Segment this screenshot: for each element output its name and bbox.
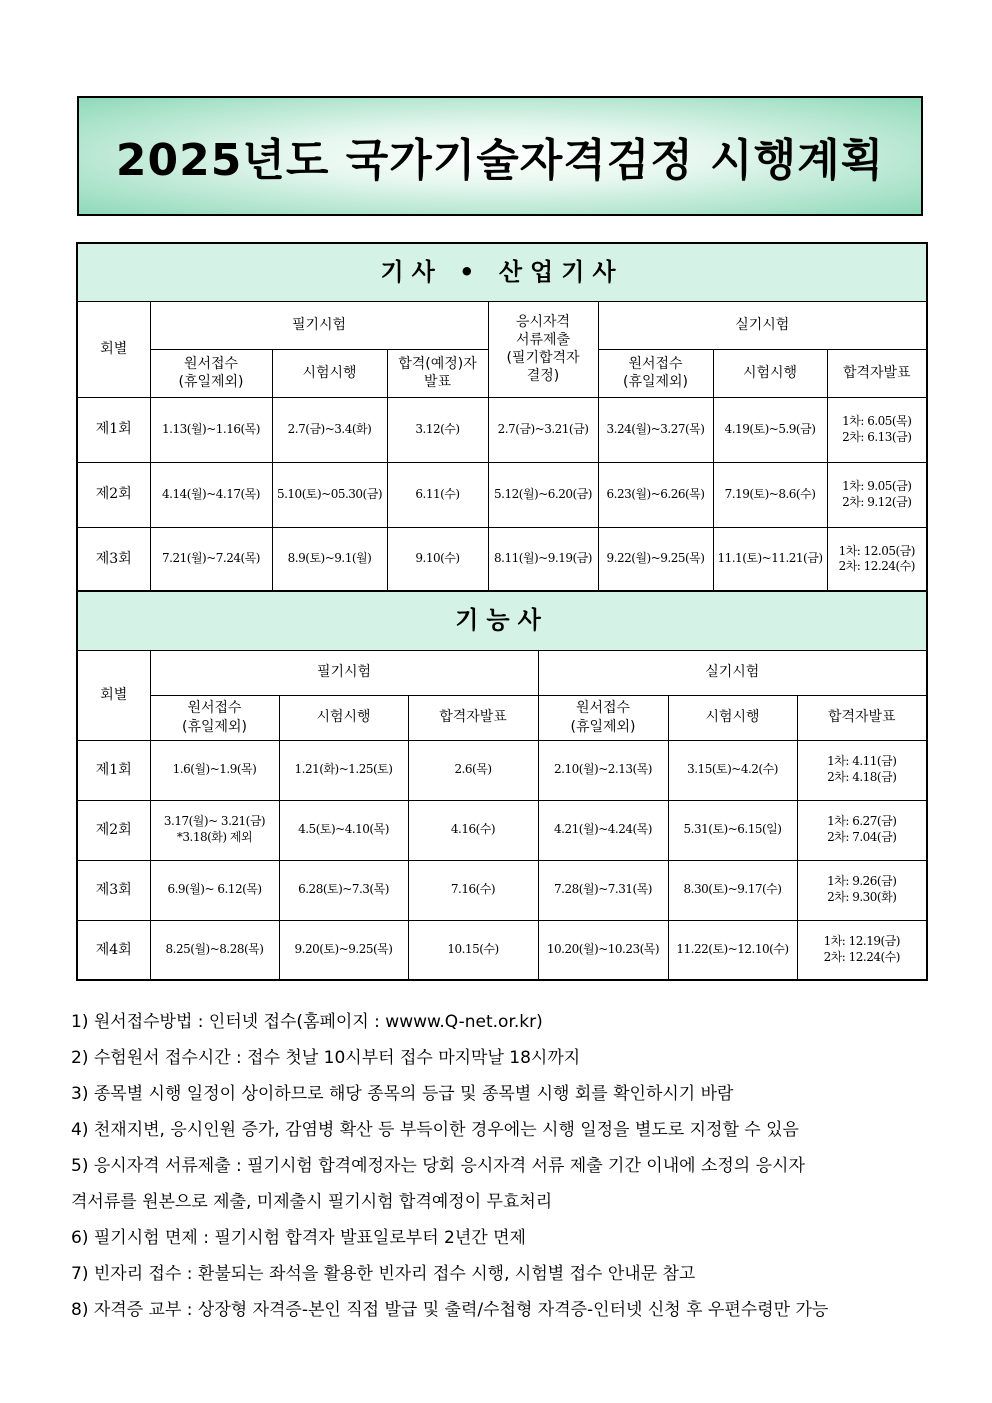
practical-exam-cell: 5.31(토)~6.15(일) xyxy=(668,800,797,860)
written-exam-cell: 5.10(토)~05.30(금) xyxy=(272,462,387,527)
written-exam-cell: 6.28(토)~7.3(목) xyxy=(279,860,408,920)
written-application-cell: 3.17(월)~ 3.21(금) *3.18(화) 제외 xyxy=(150,800,279,860)
title-box xyxy=(77,96,923,216)
written-application-cell: 1.6(월)~1.9(목) xyxy=(150,740,279,800)
practical-application-cell: 10.20(월)~10.23(목) xyxy=(538,920,668,980)
round-label: 제2회 xyxy=(77,462,150,527)
exception-note: *3.18(화) 제외 xyxy=(176,830,253,844)
practical-application-cell: 3.24(월)~3.27(목) xyxy=(598,397,713,462)
docs-cell: 5.12(월)~6.20(금) xyxy=(488,462,598,527)
craftsman-schedule-table xyxy=(76,590,928,981)
written-exam-cell: 4.5(토)~4.10(목) xyxy=(279,800,408,860)
table-row xyxy=(77,397,927,462)
note-item: 4) 천재지변, 응시인원 증가, 감염병 확산 등 부득이한 경우에는 시행 일정을 별도로 지정할 수 있음 xyxy=(71,1120,799,1140)
written-application-cell: 8.25(월)~8.28(목) xyxy=(150,920,279,980)
header-practical-result: 합격자발표 xyxy=(827,349,927,397)
practical-exam-cell: 7.19(토)~8.6(수) xyxy=(713,462,827,527)
header-written-exam: 시험시행 xyxy=(272,349,387,397)
practical-application-cell: 9.22(월)~9.25(목) xyxy=(598,527,713,592)
header-written-application: 원서접수 (휴일제외) xyxy=(150,695,279,740)
note-item: 1) 원서접수방법 : 인터넷 접수(홈페이지 : wwww.Q-net.or.kr) xyxy=(71,1012,543,1032)
practical-result-cell: 1차: 12.19(금) 2차: 12.24(수) xyxy=(797,920,927,980)
practical-exam-cell: 3.15(토)~4.2(수) xyxy=(668,740,797,800)
header-round: 회별 xyxy=(77,650,150,740)
table-row xyxy=(77,740,927,800)
written-exam-cell: 1.21(화)~1.25(토) xyxy=(279,740,408,800)
header-practical-application: 원서접수 (휴일제외) xyxy=(538,695,668,740)
round-label: 제4회 xyxy=(77,920,150,980)
round-label: 제1회 xyxy=(77,740,150,800)
practical-application-cell: 7.28(월)~7.31(목) xyxy=(538,860,668,920)
written-result-cell: 9.10(수) xyxy=(387,527,488,592)
written-application-cell: 4.14(월)~4.17(목) xyxy=(150,462,272,527)
header-docs: 응시자격 서류제출 (필기합격자 결정) xyxy=(488,301,598,397)
written-result-cell: 10.15(수) xyxy=(408,920,538,980)
written-result-cell: 4.16(수) xyxy=(408,800,538,860)
header-practical: 실기시험 xyxy=(598,301,927,349)
table-row xyxy=(77,527,927,592)
table-row xyxy=(77,920,927,980)
notes-list xyxy=(71,1004,929,1328)
practical-result-cell: 1차: 6.27(금) 2차: 7.04(금) xyxy=(797,800,927,860)
practical-result-cell: 1차: 4.11(금) 2차: 4.18(금) xyxy=(797,740,927,800)
round-label: 제1회 xyxy=(77,397,150,462)
note-item: 격서류를 원본으로 제출, 미제출시 필기시험 합격예정이 무효처리 xyxy=(71,1192,553,1212)
table-row xyxy=(77,800,927,860)
round-label: 제2회 xyxy=(77,800,150,860)
table-row xyxy=(77,462,927,527)
header-written-exam: 시험시행 xyxy=(279,695,408,740)
header-practical-exam: 시험시행 xyxy=(668,695,797,740)
header-round: 회별 xyxy=(77,301,150,397)
practical-exam-cell: 11.22(토)~12.10(수) xyxy=(668,920,797,980)
written-exam-cell: 9.20(토)~9.25(목) xyxy=(279,920,408,980)
practical-exam-cell: 4.19(토)~5.9(금) xyxy=(713,397,827,462)
note-item: 2) 수험원서 접수시간 : 접수 첫날 10시부터 접수 마지막날 18시까지 xyxy=(71,1048,581,1068)
note-item: 3) 종목별 시행 일정이 상이하므로 해당 종목의 등급 및 종목별 시행 회를 확인하시기 바람 xyxy=(71,1084,734,1104)
header-written-result: 합격자발표 xyxy=(408,695,538,740)
note-item: 6) 필기시험 면제 : 필기시험 합격자 발표일로부터 2년간 면제 xyxy=(71,1228,526,1248)
written-result-cell: 2.6(목) xyxy=(408,740,538,800)
written-application-cell: 6.9(월)~ 6.12(목) xyxy=(150,860,279,920)
docs-cell: 8.11(월)~9.19(금) xyxy=(488,527,598,592)
written-result-cell: 6.11(수) xyxy=(387,462,488,527)
written-application-cell: 1.13(월)~1.16(목) xyxy=(150,397,272,462)
table-row xyxy=(77,860,927,920)
practical-result-cell: 1차: 9.05(금) 2차: 9.12(금) xyxy=(827,462,927,527)
header-practical-application: 원서접수 (휴일제외) xyxy=(598,349,713,397)
section-title: 기능사 xyxy=(77,591,927,650)
note-item: 7) 빈자리 접수 : 환불되는 좌석을 활용한 빈자리 접수 시행, 시험별 접수 안내문 참고 xyxy=(71,1264,696,1284)
header-practical-result: 합격자발표 xyxy=(797,695,927,740)
header-practical: 실기시험 xyxy=(538,650,927,695)
practical-result-cell: 1차: 9.26(금) 2차: 9.30(화) xyxy=(797,860,927,920)
practical-application-cell: 2.10(월)~2.13(목) xyxy=(538,740,668,800)
header-practical-exam: 시험시행 xyxy=(713,349,827,397)
round-label: 제3회 xyxy=(77,860,150,920)
written-result-cell: 7.16(수) xyxy=(408,860,538,920)
written-exam-cell: 8.9(토)~9.1(월) xyxy=(272,527,387,592)
header-written: 필기시험 xyxy=(150,301,488,349)
round-label: 제3회 xyxy=(77,527,150,592)
page-title: 2025년도 국가기술자격검정 시행계획 xyxy=(115,135,885,186)
written-exam-cell: 2.7(금)~3.4(화) xyxy=(272,397,387,462)
engineer-schedule-table xyxy=(76,242,928,593)
practical-application-cell: 6.23(월)~6.26(목) xyxy=(598,462,713,527)
practical-result-cell: 1차: 12.05(금) 2차: 12.24(수) xyxy=(827,527,927,592)
written-result-cell: 3.12(수) xyxy=(387,397,488,462)
practical-result-cell: 1차: 6.05(목) 2차: 6.13(금) xyxy=(827,397,927,462)
note-item: 5) 응시자격 서류제출 : 필기시험 합격예정자는 당회 응시자격 서류 제출 기간 이내에 소정의 응시자 xyxy=(71,1156,805,1176)
practical-exam-cell: 8.30(토)~9.17(수) xyxy=(668,860,797,920)
header-written: 필기시험 xyxy=(150,650,538,695)
header-written-application: 원서접수 (휴일제외) xyxy=(150,349,272,397)
section-title: 기사 • 산업기사 xyxy=(77,243,927,301)
docs-cell: 2.7(금)~3.21(금) xyxy=(488,397,598,462)
header-written-result: 합격(예정)자 발표 xyxy=(387,349,488,397)
written-application-cell: 7.21(월)~7.24(목) xyxy=(150,527,272,592)
practical-application-cell: 4.21(월)~4.24(목) xyxy=(538,800,668,860)
note-item: 8) 자격증 교부 : 상장형 자격증-본인 직접 발급 및 출력/수첩형 자격증-인터넷 신청 후 우편수령만 가능 xyxy=(71,1300,829,1320)
practical-exam-cell: 11.1(토)~11.21(금) xyxy=(713,527,827,592)
